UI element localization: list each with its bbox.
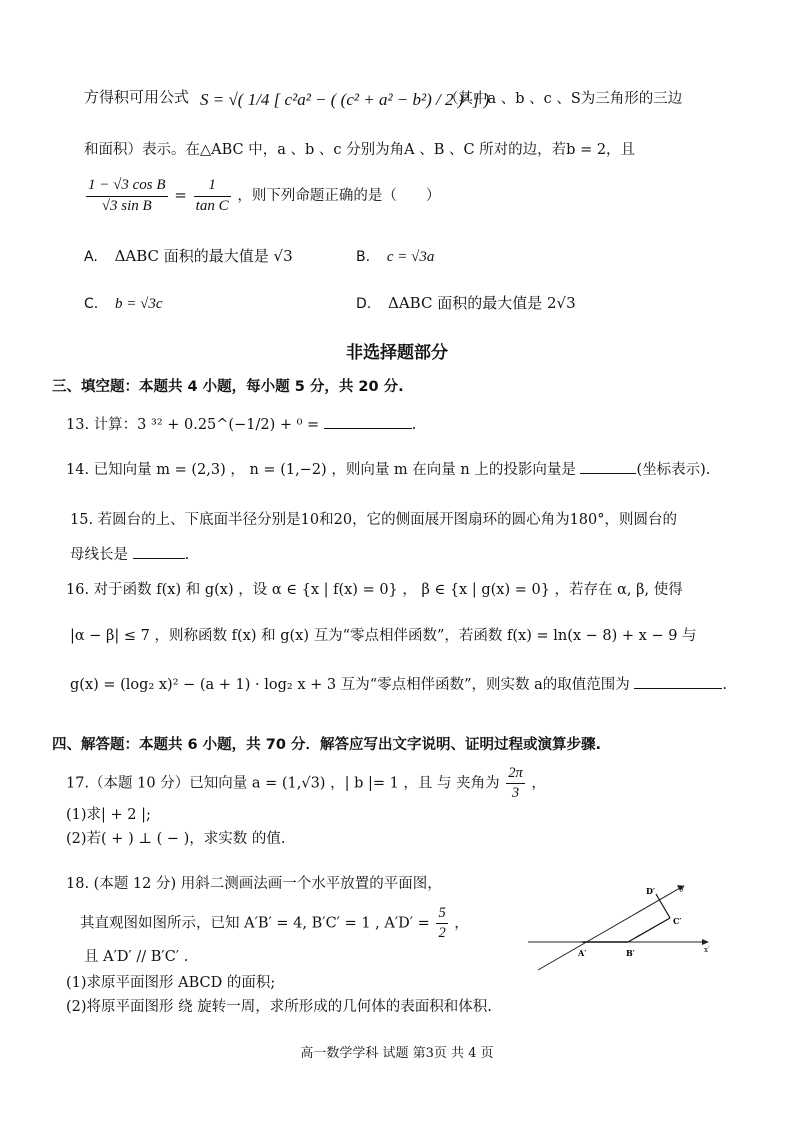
question-15-text: 母线长是 — [70, 547, 128, 563]
question-17-end: ， — [531, 775, 546, 792]
condition-left-numerator: 1 − √3 cos B — [86, 176, 168, 197]
q12-line1 — [84, 88, 189, 108]
option-c-label: C. — [84, 296, 99, 312]
option-a-text: ΔABC 面积的最大值是 √3 — [114, 247, 293, 265]
q12-condition — [84, 176, 440, 216]
option-d-label: D. — [356, 296, 372, 312]
answer-blank-16 — [634, 687, 722, 689]
question-14-end: (坐标表示). — [636, 462, 711, 478]
question-13 — [66, 416, 416, 435]
question-18-part1: (1)求原平面图形 ABCD 的面积; — [66, 975, 276, 991]
condition-fraction-left — [86, 176, 168, 216]
ad-fraction — [436, 904, 447, 943]
angle-numerator: 2π — [506, 764, 525, 784]
question-15-end: . — [184, 547, 190, 563]
option-b-text: c = √3a — [386, 249, 435, 265]
q12-line2: 和面积）表示。在△ABC 中，a 、b 、c 分别为角A 、B 、C 所对的边，若b = 2，且 — [84, 142, 636, 158]
question-15-line1: 15. 若圆台的上、下底面半径分别是10和20，它的侧面展开图扇环的圆心角为180°，则圆台的 — [70, 512, 677, 528]
question-15-line2 — [70, 546, 189, 565]
segment-bc — [628, 918, 670, 942]
label-a: A′ — [578, 948, 587, 958]
angle-fraction — [506, 764, 525, 803]
question-14-text: 14. 已知向量 m = (2,3) ， n = (1,−2) ，则向量 m 在向量 n 上的投影向量是 — [66, 462, 576, 478]
label-b: B′ — [626, 948, 635, 958]
page-footer: 高一数学学科 试题 第3页 共 4 页 — [300, 1046, 494, 1061]
option-c — [84, 294, 163, 315]
part3-heading: 三、填空题：本题共 4 小题，每小题 5 分，共 20 分. — [52, 379, 404, 395]
question-18-line1: 18. (本题 12 分) 用斜二测画法画一个水平放置的平面图， — [66, 876, 442, 892]
question-16-line1: 16. 对于函数 f(x) 和 g(x) ，设 α ∈ {x | f(x) = 0} ， β ∈ {x | g(x) = 0} ，若存在 α, β, 使得 — [66, 582, 683, 598]
option-b-label: B. — [356, 249, 371, 265]
question-17-part1: (1)求| + 2 |; — [66, 807, 151, 823]
oblique-projection-figure — [520, 876, 720, 976]
answer-blank-15 — [133, 557, 185, 559]
condition-fraction-right — [194, 176, 231, 216]
q12-question-text: ，则下列命题正确的是（ ） — [237, 188, 441, 204]
ad-denominator: 2 — [438, 924, 446, 941]
area-formula: S = √( 1/4 [ c²a² − ( (c² + a² − b²) / 2 )² ] ) — [200, 90, 490, 109]
condition-left-denominator: √3 sin B — [101, 197, 152, 214]
section-title: 非选择题部分 — [346, 343, 448, 363]
question-16-text: g(x) = (log₂ x)² − (a + 1) · log₂ x + 3 互为“零点相伴函数”，则实数 a的取值范围为 — [70, 677, 630, 693]
label-y: y — [680, 883, 685, 892]
question-18-line3: 且 A′D′ // B′C′ . — [84, 949, 189, 965]
ad-numerator: 5 — [436, 904, 447, 924]
question-18-line2-end: ， — [454, 915, 469, 932]
question-13-text: 13. 计算：3 ³² + 0.25^(−1/2) + ⁰ = — [66, 417, 320, 433]
question-17-part2: (2)若( + ) ⊥ ( − )，求实数 的值. — [66, 831, 286, 847]
condition-equals: = — [174, 186, 187, 204]
question-16-line2: |α − β| ≤ 7 ，则称函数 f(x) 和 g(x) 互为“零点相伴函数”，若函数 f(x) = ln(x − 8) + x − 9 与 — [70, 628, 697, 644]
option-c-text: b = √3c — [115, 296, 163, 312]
question-16-line3 — [70, 676, 727, 695]
label-x: x′ — [704, 946, 710, 954]
question-16-end: . — [722, 677, 728, 693]
option-d — [356, 294, 576, 314]
label-d: D′ — [646, 886, 656, 896]
question-17 — [66, 764, 546, 803]
question-18-given: 其直观图如图所示，已知 A′B′ = 4, B′C′ = 1 , A′D′ = — [80, 915, 430, 932]
label-c: C′ — [673, 916, 682, 926]
q12-line1-post: （其中a 、b 、c 、S为三角形的三边 — [444, 91, 683, 107]
question-18-line2 — [80, 904, 469, 943]
condition-right-numerator: 1 — [194, 176, 231, 197]
option-a-label: A. — [84, 249, 98, 265]
x-axis-arrow — [702, 939, 709, 945]
question-17-text: 17.（本题 10 分）已知向量 a = (1,√3) ，| b |= 1 ，且 与 夹角为 — [66, 775, 500, 792]
answer-blank-14 — [580, 472, 636, 474]
option-d-text: ΔABC 面积的最大值是 2√3 — [388, 294, 576, 312]
option-b — [356, 247, 434, 268]
y-axis-line — [538, 888, 680, 970]
question-13-end: . — [411, 417, 417, 433]
q12-line1-pre: 方得积可用公式 — [84, 88, 190, 106]
condition-right-denominator: tan C — [195, 197, 229, 214]
option-a — [84, 247, 293, 267]
question-18-part2: (2)将原平面图形 绕 旋转一周，求所形成的几何体的表面积和体积. — [66, 999, 492, 1015]
angle-denominator: 3 — [511, 784, 520, 801]
part4-heading: 四、解答题：本题共 6 小题，共 70 分．解答应写出文字说明、证明过程或演算步骤. — [52, 737, 601, 753]
answer-blank-13 — [324, 427, 412, 429]
question-14 — [66, 461, 710, 480]
